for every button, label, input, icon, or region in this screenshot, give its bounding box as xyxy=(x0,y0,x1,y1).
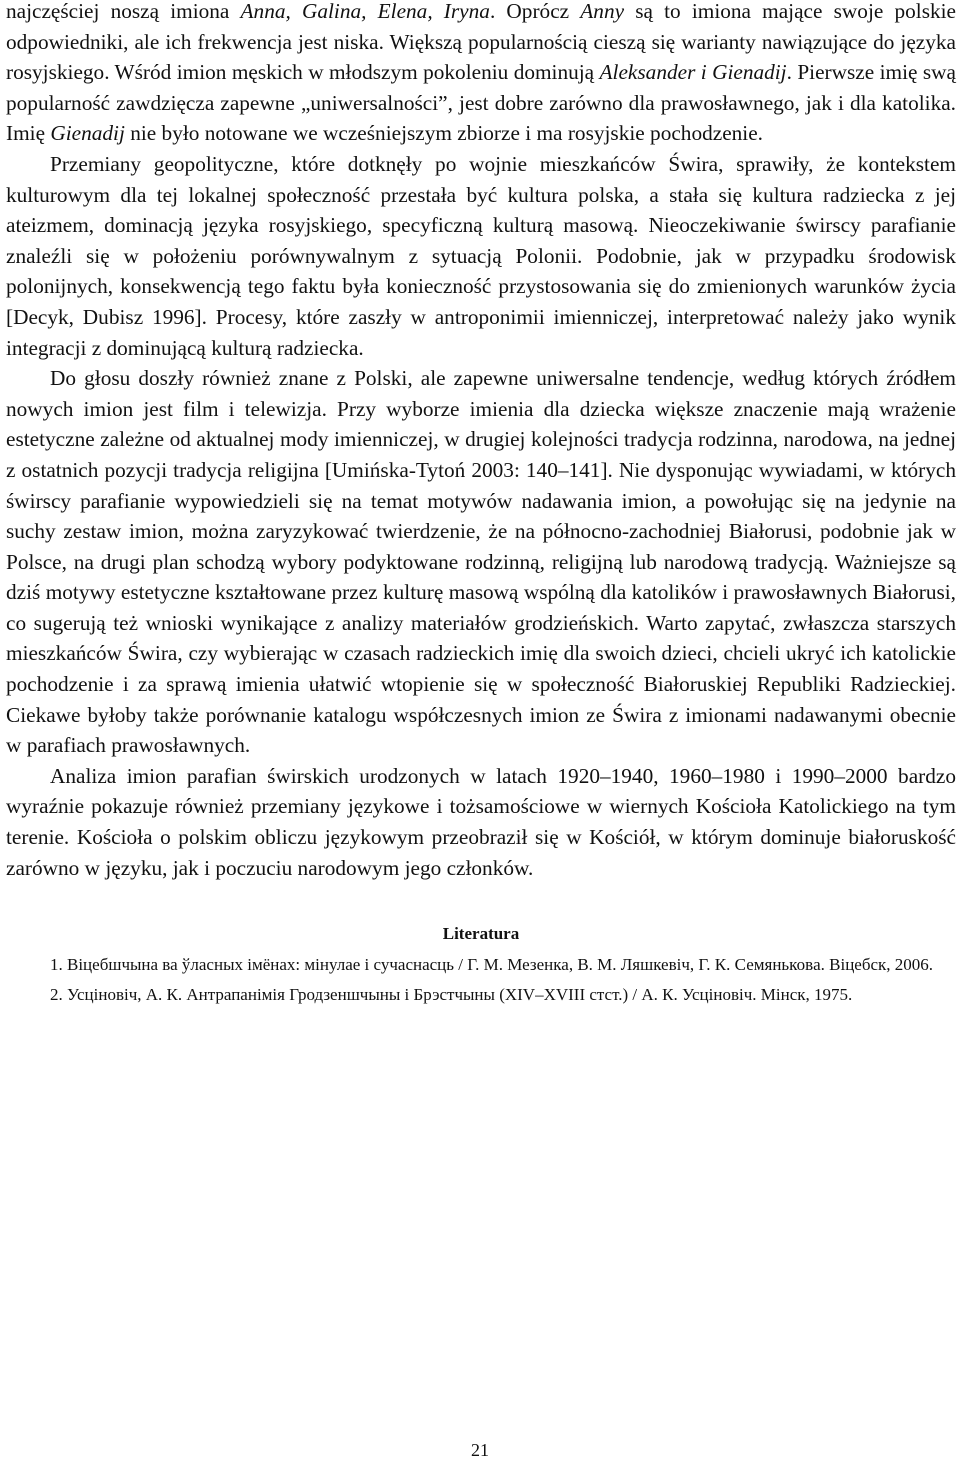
paragraph-trends: Do głosu doszły również znane z Polski, ale zapewne uniwersalne tendencje, według których źródłem nowych imion jest film i telewizja. Przy wyborze imienia dla dziecka większe znaczenie mają wrażenie estetyczne zależne od aktualnej mody imienniczej, w drugiej kolejności tradycja rodzinna, narodowa, na jednej z ostatnich pozycji tradycja religijna [Umińska-Tytoń 2003: 140–141]. Nie dysponując wywiadami, w których świrscy parafianie wypowiedzieli się na temat motywów nadawania imion, a powołując się na jedynie na suchy zestaw imion, można zaryzykować twierdzenie, że na północno-zachodniej Białorusi, podobnie jak w Polsce, na drugi plan schodzą wybory podyktowane rodzinną, religijną lub narodową tradycją. Ważniejsze są dziś motywy estetyczne kształtowane przez kulturę masową wspólną dla katolików i prawosławnych Białorusi, co sugerują też wnioski wynikające z analizy materiałów grodzieńskich. Warto zapytać, zwłaszcza starszych mieszkańców Świra, czy wybierając w czasach radzieckich imię dla swoich dzieci, chcieli ukryć ich katolickie pochodzenie i za sprawą imienia ułatwić wtopienie się w społeczność Białoruskiej Republiki Radzieckiej. Ciekawe byłoby także porównanie katalogu współczesnych imion ze Świra z imionami nadawanymi obecnie w parafiach prawosławnych. xyxy=(6,366,956,758)
paragraph-analysis: Analiza imion parafian świrskich urodzonych w latach 1920–1940, 1960–1980 i 1990–2000 bardzo wyraźnie pokazuje również przemiany językowe i tożsamościowe w wiernych Kościoła Katolickiego na tym terenie. Kościoła o polskim obliczu językowym przeobraził się w Kościół, w którym dominuje białoruskość zarówno w języku, jak i poczuciu narodowym jego członków. xyxy=(6,763,956,880)
paragraph-continued xyxy=(6,0,956,149)
literature-list xyxy=(6,951,956,1008)
text-run: . Pierwsze imię swą popularność zawdzięcza zapewne „uniwersalności”, jest dobre zarówno dla prawosławnego, jak i dla katolika. Imię xyxy=(6,60,956,146)
literature-heading: Literatura xyxy=(442,924,520,944)
page-content xyxy=(6,0,956,1011)
text-run: nie było notowane we wcześniejszym zbiorze i ma rosyjskie pochodzenie. xyxy=(124,121,763,146)
page-number: 21 xyxy=(471,1440,489,1460)
literature-item: 1. Віцебшчына ва ўласных імёнах: мінулае і сучаснасць / Г. М. Мезенка, В. М. Ляшкевіч, Г. К. Семяньковa. Віцебск, 2006. xyxy=(50,955,934,975)
text-run: są to imiona mające swoje polskie odpowiedniki, ale ich frekwencja jest niska. Większą popularnością cieszą się warianty nawiązujące do języka rosyjskiego. Wśród imion męskich w młodszym pokoleniu dominują xyxy=(6,0,956,85)
text-run: . Oprócz xyxy=(489,0,581,23)
text-run: najczęściej noszą imiona xyxy=(6,0,241,23)
italic-names: Aleksander i Gienadij xyxy=(599,60,787,85)
literature-item: 2. Усціновіч, А. К. Антрапанімія Гродзеншчыны і Брэстчыны (XIV–XVIII стст.) / А. К. Усціновіч. Мінск, 1975. xyxy=(50,985,853,1005)
italic-name: Gienadij xyxy=(50,121,125,146)
italic-names: Anna, Galina, Elena, Iryna xyxy=(240,0,490,23)
italic-name: Anny xyxy=(580,0,625,23)
paragraph-geopolitics: Przemiany geopolityczne, które dotknęły po wojnie mieszkańców Świra, sprawiły, że kontekstem kulturowym dla tej lokalnej społeczność przestała być kultura polska, a stała się kultura radziecka z jej ateizmem, dominacją języka rosyjskiego, specyficzną kulturą masową. Nieoczekiwanie świrscy parafianie znaleźli się w położeniu porównywalnym z sytuacją Polonii. Podobnie, jak w przypadku środowisk polonijnych, konsekwencją tego faktu była konieczność przystosowania się do zmienionych warunków życia [Decyk, Dubisz 1996]. Procesy, które zaszły w antroponimii imienniczej, interpretować należy jako wynik integracji z dominującą kulturą radziecka. xyxy=(6,151,956,360)
